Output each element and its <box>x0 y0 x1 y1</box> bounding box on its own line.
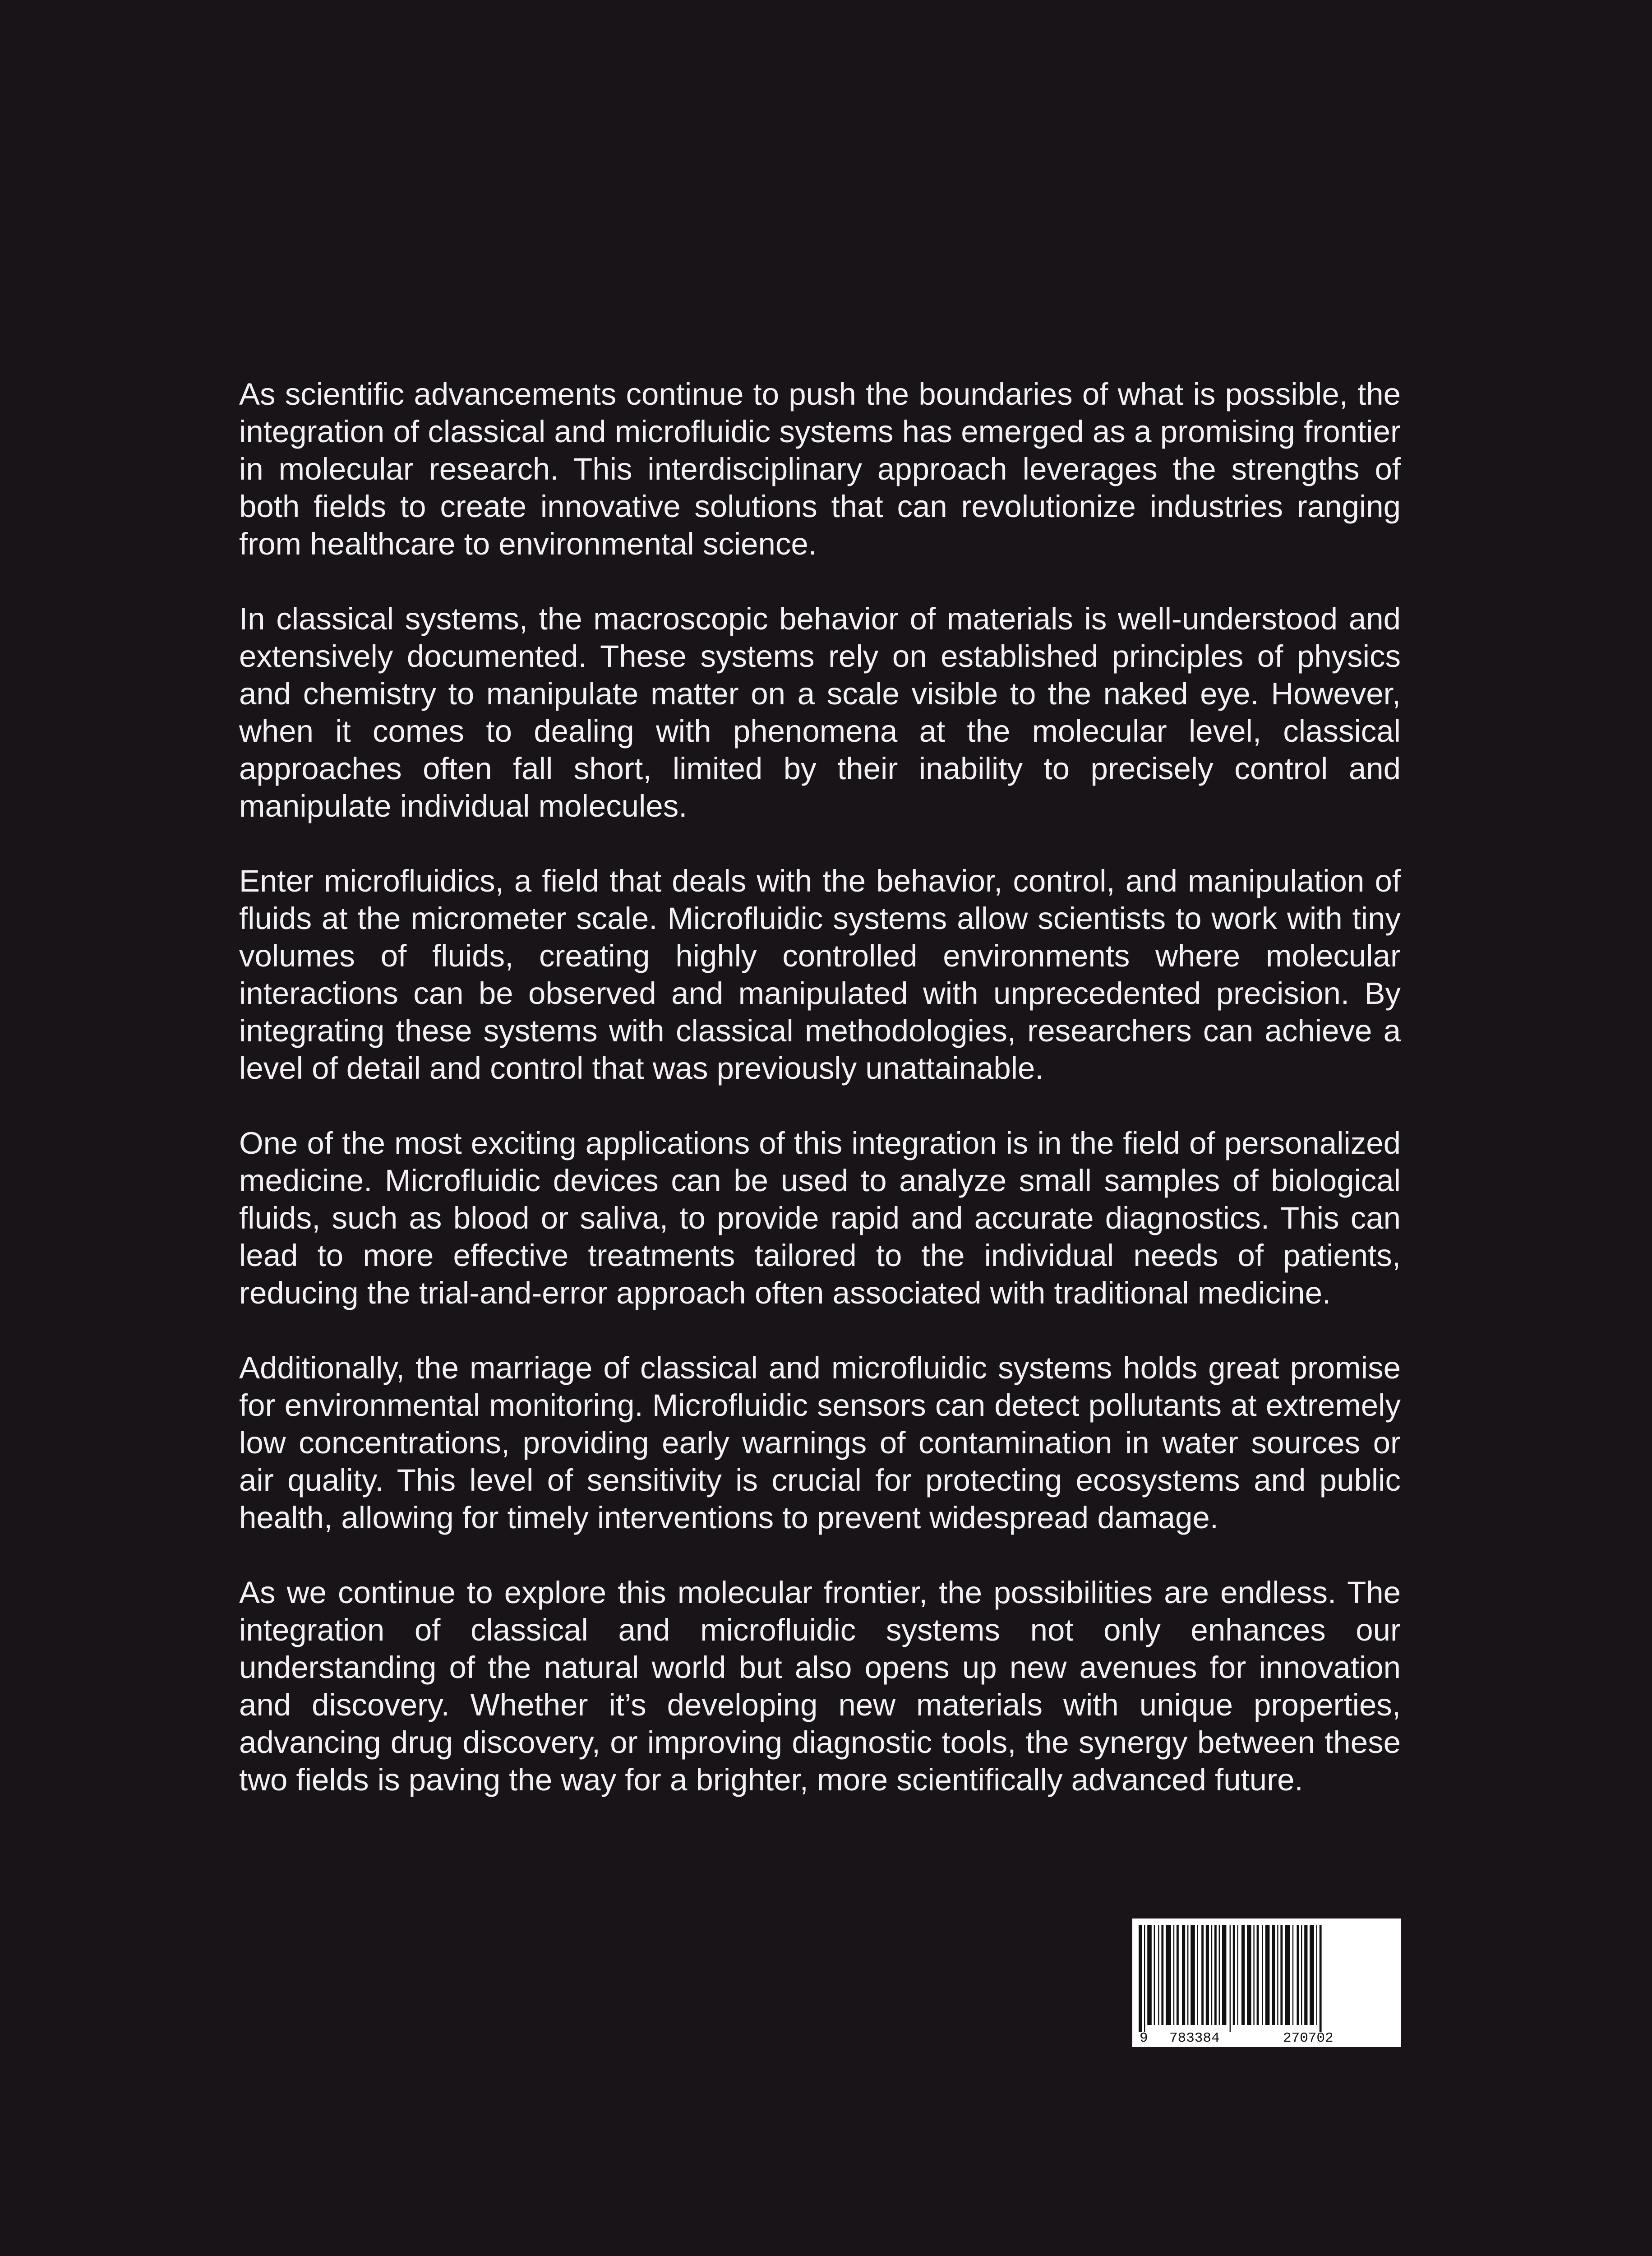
barcode-bar <box>1320 1925 1322 2032</box>
blurb-text <box>239 375 1401 1798</box>
barcode-bar <box>1253 1925 1254 2025</box>
barcode-bar <box>1262 1925 1263 2025</box>
barcode-bar <box>1230 1925 1231 2032</box>
barcode-bar <box>1285 1925 1290 2025</box>
barcode-bar <box>1201 1925 1204 2025</box>
barcode-bar <box>1161 1925 1163 2025</box>
barcode-bar <box>1191 1925 1195 2025</box>
paragraph-2: In classical systems, the macroscopic behavior of materials is well-understood and extensively documented. These systems rely on established principles of physics and chemistry to manipulate matter on a scale visible to the naked eye. However, when it comes to dealing with phenomena at the molecular level, classical approaches often fall short, limited by their inability to precisely control and manipulate individual molecules. <box>239 601 1401 823</box>
barcode-bar <box>1197 1925 1198 2025</box>
barcode-bar <box>1182 1925 1185 2025</box>
barcode-graphic <box>1132 1919 1401 2047</box>
barcode-bar <box>1222 1925 1227 2025</box>
barcode-bar <box>1139 1925 1142 2032</box>
paragraph-5: Additionally, the marriage of classical and microfluidic systems holds great promise for environmental monitoring. Microfluidic sensors can detect pollutants at extremely low concentrations, providing early warnings of contamination in water sources or air quality. This level of sensitivity is crucial for protecting ecosystems and public health, allowing for timely interventions to prevent widespread damage. <box>239 1350 1401 1535</box>
barcode-bar <box>1247 1925 1251 2025</box>
barcode-right-digits: 270702 <box>1283 2030 1334 2046</box>
barcode-bar <box>1158 1925 1159 2025</box>
barcode-left-digits: 783384 <box>1169 2030 1220 2046</box>
barcode-bar <box>1292 1925 1293 2025</box>
barcode-bar <box>1144 1925 1145 2032</box>
barcode-bar <box>1177 1925 1179 2025</box>
barcode-bar <box>1219 1925 1220 2025</box>
barcode-bar <box>1206 1925 1209 2025</box>
paragraph-3: Enter microfluidics, a field that deals with the behavior, control, and manipulation of fluids at the micrometer scale. Microfluidic systems allow scientists to work with tiny volumes of fluids, creating highly controlled environments where molecular interactions can be observed and manipulated with unprecedented precision. By integrating these systems with classical methodologies, researchers can achieve a level of detail and control that was previously unattainable. <box>239 864 1401 1086</box>
barcode-bar <box>1173 1925 1174 2025</box>
barcode-bar <box>1304 1925 1307 2025</box>
barcode-bar <box>1280 1925 1283 2025</box>
barcode-bar <box>1147 1925 1152 2025</box>
barcode-bar <box>1277 1925 1278 2025</box>
isbn-barcode <box>1132 1919 1401 2047</box>
barcode-bar <box>1187 1925 1188 2025</box>
barcode-bar <box>1154 1925 1155 2025</box>
barcode-bar <box>1241 1925 1245 2025</box>
barcode-bar <box>1265 1925 1270 2025</box>
barcode-prefix-digit: 9 <box>1140 2030 1148 2046</box>
barcode-bar <box>1310 1925 1314 2025</box>
paragraph-1: As scientific advancements continue to push the boundaries of what is possible, the integration of classical and microfluidic systems has emerged as a promising frontier in molecular research. This interdisciplinary approach leverages the strengths of both fields to create innovative solutions that can revolutionize industries ranging from healthcare to environmental science. <box>239 377 1401 561</box>
barcode-bar <box>1316 1925 1317 2025</box>
barcode-bar <box>1166 1925 1171 2025</box>
barcode-bar <box>1297 1925 1299 2025</box>
barcode-bar <box>1257 1925 1259 2025</box>
barcode-bars <box>1139 1925 1322 2032</box>
barcode-bar <box>1272 1925 1275 2025</box>
barcode-bar <box>1211 1925 1212 2025</box>
barcode-bar <box>1233 1925 1235 2025</box>
barcode-bar <box>1214 1925 1217 2025</box>
paragraph-6: As we continue to explore this molecular frontier, the possibilities are endless. The integration of classical and microfluidic systems not only enhances our understanding of the natural world but also opens up new avenues for innovation and discovery. Whether it’s developing new materials with unique properties, advancing drug discovery, or improving diagnostic tools, the synergy between these two fields is paving the way for a brighter, more scientifically advanced future. <box>239 1575 1401 1797</box>
barcode-bar <box>1301 1925 1302 2025</box>
paragraph-4: One of the most exciting applications of this integration is in the field of personalized medicine. Microfluidic devices can be used to analyze small samples of biological fluids, such as blood or saliva, to provide rapid and accurate diagnostics. This can lead to more effective treatments tailored to the individual needs of patients, reducing the trial-and-error approach often associated with traditional medicine. <box>239 1126 1401 1310</box>
barcode-bar <box>1237 1925 1238 2025</box>
